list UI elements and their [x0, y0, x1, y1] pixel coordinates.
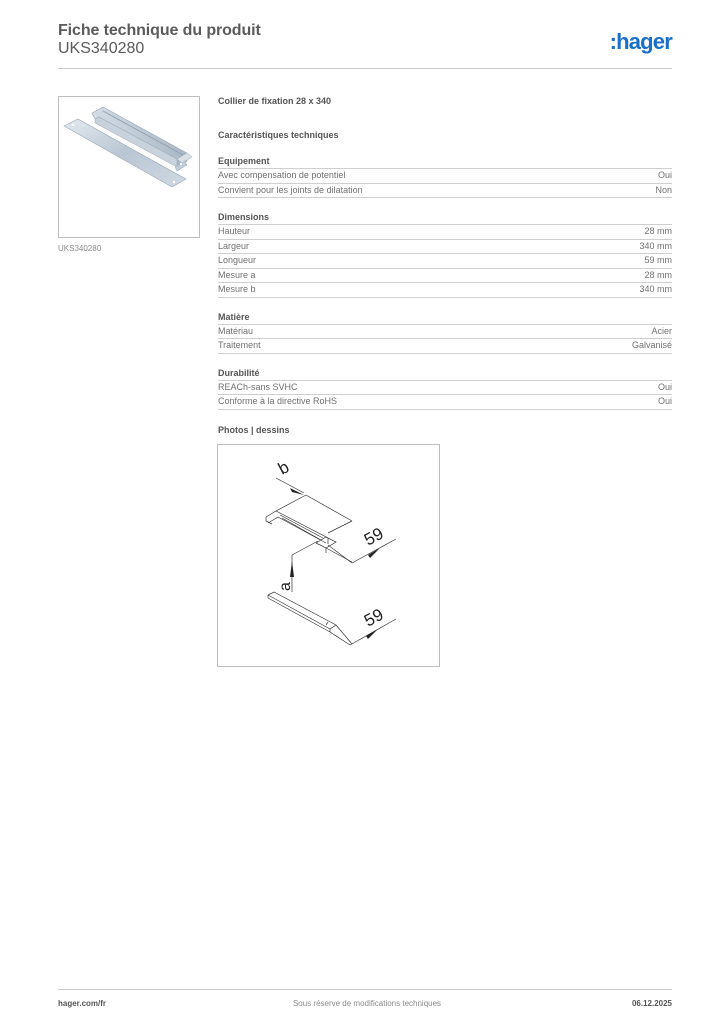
clamp-photo-icon	[59, 97, 199, 237]
spec-label: Convient pour les joints de dilatation	[218, 184, 363, 195]
page-title: Fiche technique du produit	[58, 22, 261, 39]
spec-row	[218, 283, 672, 298]
footer-divider	[58, 989, 672, 990]
spec-row	[218, 169, 672, 184]
dimension-drawing-icon	[218, 445, 439, 666]
footer-website: hager.com/fr	[58, 999, 107, 1008]
spec-group-title: Dimensions	[218, 212, 672, 225]
footer-date: 06.12.2025	[631, 999, 672, 1008]
spec-row	[218, 395, 672, 410]
dim-label-59-bottom: 59	[360, 604, 387, 631]
spec-row	[218, 325, 672, 340]
dim-label-b: b	[274, 457, 293, 479]
technical-drawing	[217, 444, 440, 667]
spec-value: 59 mm	[644, 255, 672, 265]
spec-row	[218, 240, 672, 255]
spec-value: 340 mm	[639, 284, 672, 294]
spec-value: 28 mm	[644, 226, 672, 236]
specs-section-title: Caractéristiques techniques	[218, 130, 339, 140]
spec-row	[218, 225, 672, 240]
spec-value: Oui	[657, 396, 672, 406]
spec-value: Oui	[657, 381, 672, 392]
spec-row	[218, 184, 672, 199]
spec-value: 340 mm	[639, 240, 672, 251]
spec-row	[218, 339, 672, 354]
spec-value: Non	[655, 184, 672, 195]
dim-label-a: a	[277, 582, 294, 591]
spec-group-title: Durabilité	[218, 368, 672, 381]
product-reference: UKS340280	[58, 40, 145, 57]
spec-group-title: Equipement	[218, 156, 672, 169]
product-photo	[58, 96, 200, 238]
hager-logo: :hager	[609, 29, 672, 54]
spec-value: Galvanisé	[631, 340, 672, 350]
footer-disclaimer: Sous réserve de modifications techniques	[292, 999, 442, 1008]
spec-label: Longueur	[218, 255, 257, 265]
spec-value: Oui	[657, 170, 672, 180]
spec-row	[218, 269, 672, 284]
page-header	[58, 22, 672, 70]
spec-label: REACh-sans SVHC	[218, 381, 298, 392]
spec-label: Conforme à la directive RoHS	[218, 396, 338, 406]
spec-label: Traitement	[218, 340, 261, 350]
spec-value: 28 mm	[644, 269, 672, 280]
spec-row	[218, 381, 672, 396]
photos-section-title: Photos | dessins	[218, 425, 290, 435]
spec-group-title: Matière	[218, 312, 672, 325]
spec-row	[218, 254, 672, 269]
spec-group-dimensions	[218, 212, 672, 298]
spec-label: Mesure a	[218, 269, 256, 280]
spec-label: Largeur	[218, 240, 250, 251]
spec-label: Mesure b	[218, 284, 256, 294]
header-divider	[58, 68, 672, 69]
thumbnail-caption: UKS340280	[58, 244, 102, 253]
spec-label: Hauteur	[218, 226, 251, 236]
spec-group-equipement	[218, 156, 672, 198]
spec-group-durabilite	[218, 368, 672, 410]
product-specs	[218, 96, 672, 424]
dim-label-59-top: 59	[360, 523, 387, 550]
spec-value: Acier	[651, 325, 672, 336]
product-name: Collier de fixation 28 x 340	[218, 96, 332, 106]
spec-label: Matériau	[218, 325, 254, 336]
spec-group-matiere	[218, 312, 672, 354]
spec-label: Avec compensation de potentiel	[218, 170, 346, 180]
